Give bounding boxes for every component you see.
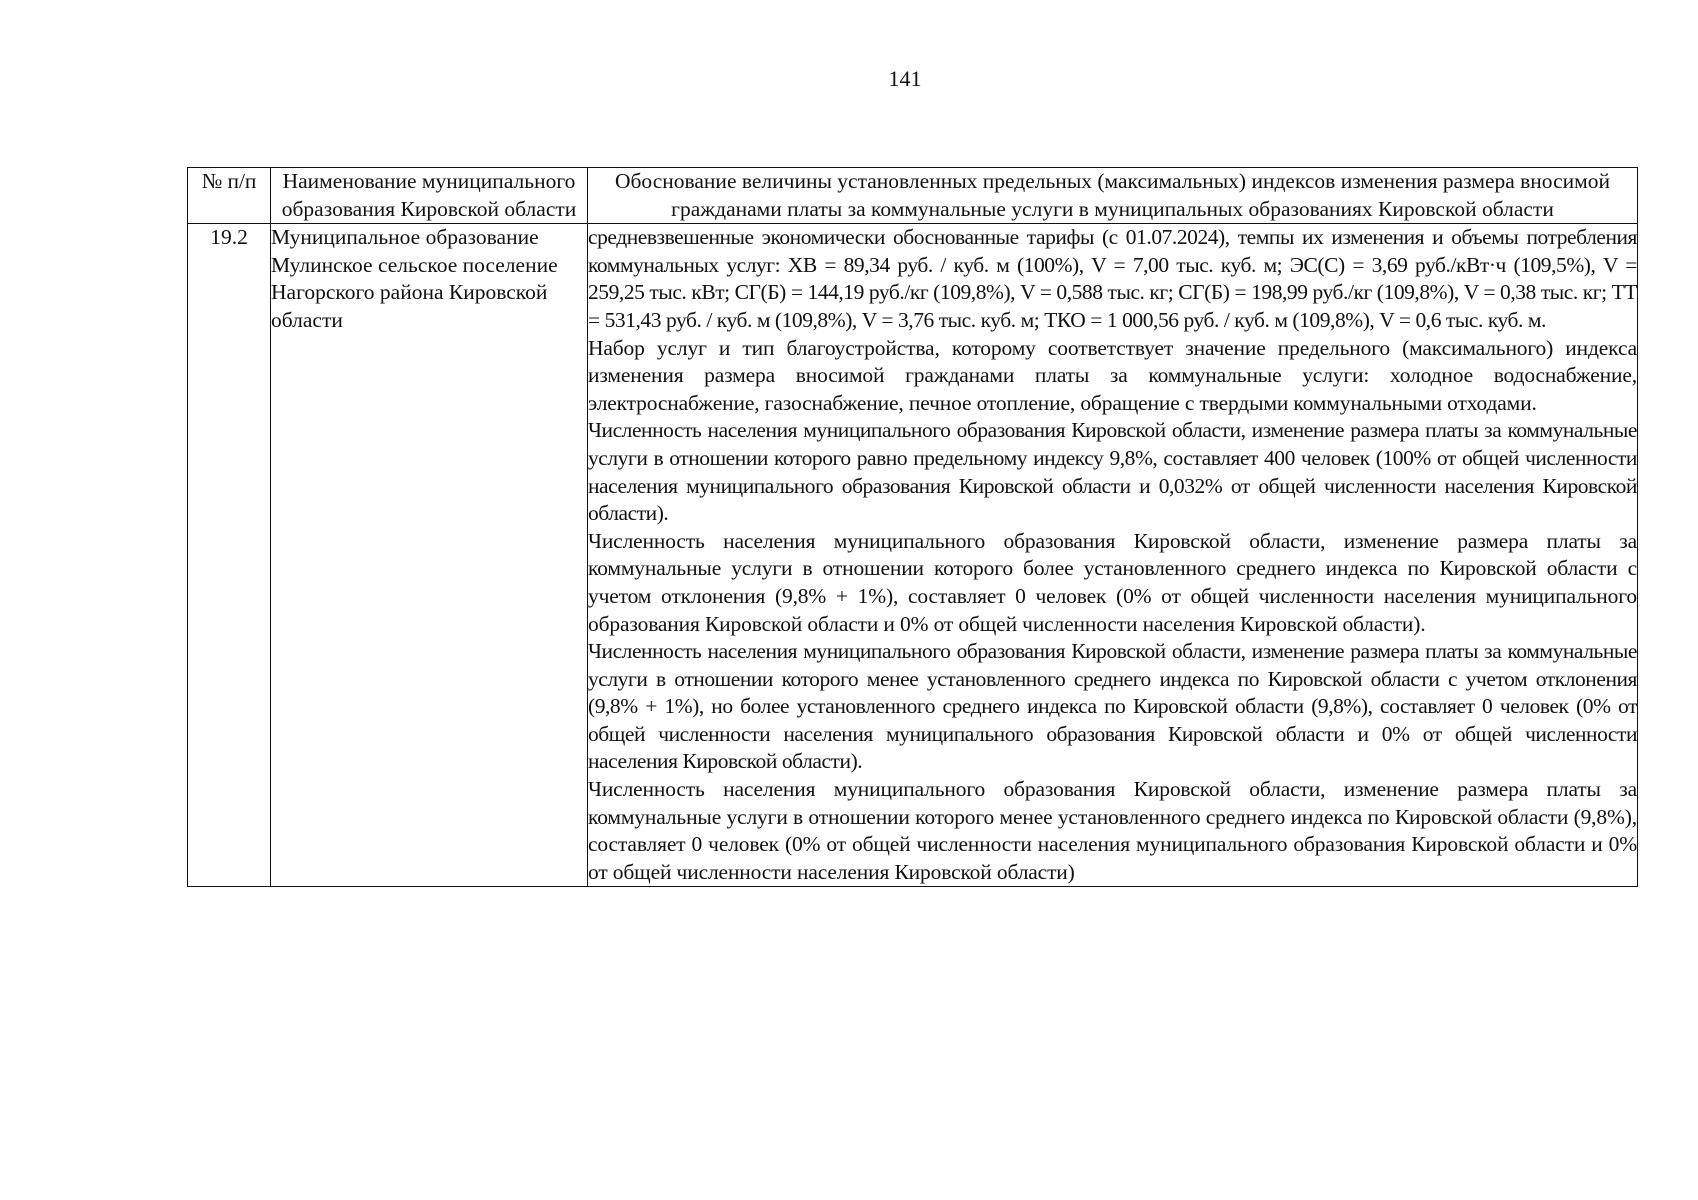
header-municipality-name: Наименование муниципального образования Кировской области (271, 168, 588, 224)
row-number: 19.2 (188, 224, 271, 887)
table-header-row (188, 168, 1638, 224)
population-above-paragraph: Численность населения муниципального образования Кировской области, изменение размера платы за коммунальные услуги в отношении которого более установленного среднего индекса по Кировской области с учетом отклонения (9,8% + 1%), составляет 0 человек (0% от общей численности населения муниципального образования Кировской области и 0% от общей численности населения Кировской области). (588, 528, 1637, 636)
population-below-paragraph: Численность населения муниципального образования Кировской области, изменение размера платы за коммунальные услуги в отношении которого менее установленного среднего индекса по Кировской области (9,8%), составляет 0 человек (0% от общей численности населения муниципального образования Кировской области и 0% от общей численности населения Кировской области) (588, 777, 1637, 884)
header-justification: Обоснование величины установленных предельных (максимальных) индексов изменения размера вносимой гражданами платы за коммунальные услуги в муниципальных образованиях Кировской области (588, 168, 1638, 224)
population-equal-paragraph: Численность населения муниципального образования Кировской области, изменение размера платы за коммунальные услуги в отношении которого равно предельному индексу 9,8%, составляет 400 человек (100% от общей численности населения муниципального образования Кировской области и 0,032% от общей численности населения Кировской области). (588, 418, 1637, 526)
population-between-paragraph: Численность населения муниципального образования Кировской области, изменение размера платы за коммунальные услуги в отношении которого менее установленного среднего индекса по Кировской области с учетом отклонения (9,8% + 1%), но более установленного среднего индекса по Кировской области (9,8%), составляет 0 человек (0% от общей численности населения муниципального образования Кировской области и 0% от общей численности населения Кировской области). (588, 639, 1637, 774)
table-row (188, 224, 1638, 887)
justification-cell (588, 224, 1638, 887)
header-number: № п/п (188, 168, 271, 224)
services-paragraph: Набор услуг и тип благоустройства, которому соответствует значение предельного (максимального) индекса изменения размера вносимой гражданами платы за коммунальные услуги: холодное водоснабжение, электроснабжение, газоснабжение, печное отопление, обращение с твердыми коммунальными отходами. (588, 335, 1637, 415)
tariff-index-table (187, 167, 1638, 887)
page-number: 141 (888, 66, 922, 91)
tariffs-paragraph: средневзвешенные экономически обоснованные тарифы (с 01.07.2024), темпы их изменения и объемы потребления коммунальных услуг: ХВ = 89,34 руб. / куб. м (100%), V = 7,00 тыс. куб. м; ЭС(С) = 3,69 руб./кВт·ч (109,5%), V = 259,25 тыс. кВт; СГ(Б) = 144,19 руб./кг (109,8%), V = 0,588 тыс. кг; СГ(Б) = 198,99 руб./кг (109,8%), V = 0,38 тыс. кг; ТТ = 531,43 руб. / куб. м (109,8%), V = 3,76 тыс. куб. м; ТКО = 1 000,56 руб. / куб. м (109,8%), V = 0,6 тыс. куб. м. (588, 225, 1637, 332)
municipality-name: Муниципальное образование Мулинское сельское поселение Нагорского района Кировской области (271, 224, 588, 887)
